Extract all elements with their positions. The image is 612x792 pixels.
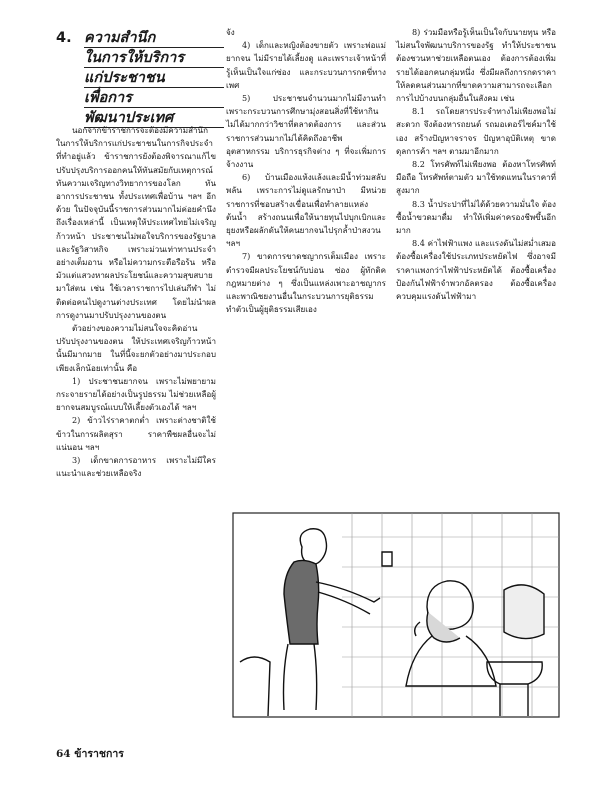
section-title <box>84 30 224 130</box>
section-title-line: ในการให้บริการ <box>84 50 224 68</box>
list-item: 8.4 ค่าไฟฟ้าแพง และแรงดันไม่สม่ำเสมอ ต้องซื้อเครื่องใช้ประเภทประหยัดไฟ ซึ่งอาจมีราคาแพงกว่าไฟฟ้าประหยัดได้ ต้องซื้อเครื่องป้องกันไฟฟ้าจำพวกอัลตรอง ต้องซื้อเครื่องควบคุมแรงดันไฟฟ้ามา <box>396 238 556 302</box>
paragraph: ตัวอย่างของความไม่สนใจจะคิดอ่านปรับปรุงงานของตน ให้ประเทศเจริญก้าวหน้านั้นมีมากมาย ในที่นี้จะยกตัวอย่างมาประกอบเพียงเล็กน้อยเท่านั้น คือ <box>56 323 216 373</box>
list-item: 5) ประชาชนจำนวนมากไม่มีงานทำ เพราะกระบวนการศึกษามุ่งสอนสิ่งที่ใช้หากินไม่ได้มากกว่าวิชาที่ตลาดต้องการ และส่วนราชการส่วนมากไม่ได้คิดถึงอาชีพอุตสาหกรรม บริการธุรกิจต่าง ๆ ที่จะเพิ่มการจ้างงาน <box>226 93 386 170</box>
publication-name: ข้าราชการ <box>74 748 124 760</box>
list-item: 3) เด็กขาดการอาหาร เพราะไม่มีใครแนะนำและช่วยเหลือจริง <box>56 455 216 479</box>
paragraph: จัง <box>226 27 235 37</box>
bathroom-cartoon-illustration <box>232 512 560 718</box>
list-item: 8.1 รถโดยสารประจำทางไม่เพียงพอไม่สะดวก จึงต้องหารถยนต์ รถมอเตอร์ไซค์มาใช้เอง สร้างปัญหาจราจร ปัญหาอุบัติเหตุ ขาดดุลการค้า ฯลฯ ตามมาอีกมาก <box>396 106 556 156</box>
list-item: 7) ขาดการขาดชญากรเต็มเมือง เพราะตำรวจมีผลประโยชน์กับบ่อน ซ่อง ผู้ทักดิคกฎหมายต่าง ๆ ซึ่งเป็นแหล่งเพาะอาชญากร และพาณิชยงานอื่นในกระบวนการยุติธรรม ทำตัวเป็นผู้ยุติธรรมเสียเอง <box>226 251 386 315</box>
section-title-line: พัฒนาประเทศ <box>84 110 224 128</box>
list-item: 6) บ้านเมืองแห้งแล้งและมีน้ำท่วมสลับพลัน เพราะการไม่ดูแลรักษาป่า มีหน่วยราชการที่ชอบสร้างเขื่อนเพื่อทำลายแหล่งต้นน้ำ สร้างถนนเพื่อให้นายทุนไปบุกเบิกและยุยงหรือผลักดันให้คนยากจนไปรุกล้ำป่าสงวน ฯลฯ <box>226 172 386 249</box>
list-item: 8) ร่วมมือหรือรู้เห็นเป็นใจกับนายทุน หรือไม่สนใจพัฒนาบริการของรัฐ ทำให้ประชาชนต้องชวนหาช่วยเหลือตนเอง ต้องการต้องเพิ่มรายได้ออกคนกลุ่มหนึ่ง ซึ่งมีผลถึงการกดราคาให้ลดคนส่วนมากที่ขาดความสามารถจะเลือกการไปบ้างบนกลุ่มอื่นในสังคม เช่น <box>396 27 556 104</box>
list-item: 8.2 โทรศัพท์ไม่เพียงพอ ต้องหาโทรศัพท์มือถือ โทรศัพท์ตามตัว มาใช้ทดแทนในราคาที่สูงมาก <box>396 159 556 196</box>
column-3 <box>396 26 556 303</box>
list-item: 4) เด็กและหญิงต้องขายตัว เพราะพ่อแม่ยากจน ไม่มีรายได้เลี้ยงดู และเพราะเจ้าหน้าที่รู้เห็นเป็นใจแก่ซ่อง และกระบวนการกดขี่ทางเพศ <box>226 40 386 90</box>
paragraph: นอกจากข้าราชการจะต้องมีความสำนึกในการให้บริการแก่ประชาชนในการกิจประจำที่ทำอยู่แล้ว ข้าราชการยังต้องพิจารณาแก้ไขปรับปรุงบริการออกคนให้ทันสมัยกับเหตุการณ์ทันความเจริญทางวิทยาการของโลก ทันอาการประชาชน ทั้งประเทศเพื่อบ้าน ฯลฯ อีกด้วย ในปัจจุบันนี้ราชการส่วนมากไม่ค่อยคำนึงถึงเรื่องเหล่านี้ เป็นเหตุให้ประเทศไทยไม่เจริญก้าวหน้า ประชาชนไม่พอใจบริการของรัฐบาลและรัฐวิสาหกิจ เพราะม่วนเท่าทานประจำอย่างเต็มอาน หรือไม่ความกระตือรือร้น หรือมัวแต่แสวงหาผลประโยชน์และความสุขสบายมาใส่ตน เช่น ใช้เวลาราชการไปเล่นกีฬา ไม่ติดต่อคนไปดูงานต่างประเทศ โดยไม่นำผลการดูงานมาปรับปรุงงานของตน <box>56 125 216 320</box>
page-number: 64 <box>56 748 71 760</box>
list-item: 2) ข้าวไร่ราคาตกต่ำ เพราะต่างชาติใช้ข้าวในการผลิตสุรา ราคาพืชผลอื่นจะไม่แน่นอน ฯลฯ <box>56 415 216 452</box>
section-number: 4. <box>56 30 72 46</box>
list-item: 1) ประชาชนยากจน เพราะไม่พยายามกระจายรายได้อย่างเป็นรูปธรรม ไม่ช่วยเหลือผู้ยากจนสมบูรณ์แบบให้เลี้ยงตัวเองได้ ฯลฯ <box>56 375 217 413</box>
section-title-line: ความสำนึก <box>84 30 224 48</box>
column-2 <box>226 26 386 316</box>
page-footer <box>56 745 124 762</box>
section-title-line: แก่ประชาชน <box>84 70 224 88</box>
section-title-line: เพื่อการ <box>84 90 224 108</box>
column-1 <box>56 124 216 480</box>
list-item: 8.3 น้ำประปาที่ไม่ได้ด้วยความมั่นใจ ต้องซื้อน้ำขวดมาดื่ม ทำให้เพิ่มค่าครองชีพขึ้นอีกมาก <box>396 198 556 236</box>
